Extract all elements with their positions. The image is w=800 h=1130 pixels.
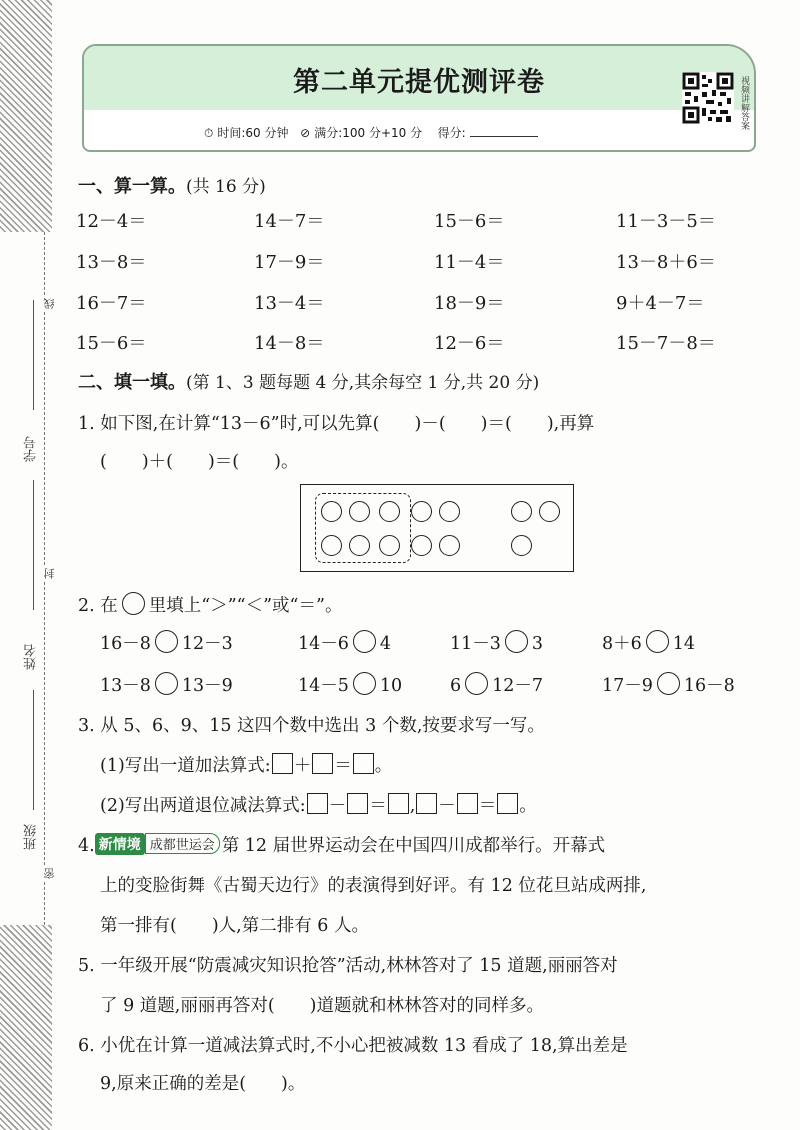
header-box: [82, 44, 756, 152]
question-3-2: (2)写出两道退位减法算式: － ＝ , － ＝ 。: [100, 792, 537, 817]
counter-dot: [411, 501, 432, 522]
question-4-text-1: 第 12 届世界运动会在中国四川成都举行。开幕式: [221, 836, 606, 856]
calc-item: 15－7－8＝: [616, 333, 716, 354]
calc-item: 14－8＝: [254, 333, 325, 354]
calc-item: 15－6＝: [76, 333, 147, 354]
compare-item: [450, 630, 543, 655]
question-6-line-1: 6. 小优在计算一道减法算式时,不小心把被减数 13 看成了 18,算出差是: [78, 1036, 628, 1056]
counter-dot: [321, 535, 342, 556]
binding-hatch-bottom: [0, 925, 52, 1130]
clock-icon: ⏱: [204, 126, 214, 140]
question-3-1: (1)写出一道加法算式: ＋ ＝ 。: [100, 752, 392, 777]
compare-answer-circle[interactable]: [646, 630, 669, 653]
answer-box[interactable]: [497, 793, 518, 814]
counter-dot: [321, 501, 342, 522]
qr-code-icon[interactable]: [682, 72, 734, 138]
calc-item: 15－6＝: [434, 211, 505, 232]
counter-dot: [379, 535, 400, 556]
counter-dot: [349, 535, 370, 556]
compare-right: 3: [531, 634, 544, 654]
question-1-line-2: ( )＋( )＝( )。: [100, 452, 299, 472]
compare-right: 4: [379, 634, 392, 654]
new-context-badge: 新情境: [95, 833, 145, 855]
compare-item: [100, 630, 233, 655]
exam-time: 时间:60 分钟: [217, 126, 289, 140]
score-blank[interactable]: [470, 126, 538, 137]
counter-dot: [411, 535, 432, 556]
answer-box[interactable]: [307, 793, 328, 814]
calc-item: 11－4＝: [434, 252, 505, 273]
page-title: 第二单元提优测评卷: [293, 67, 545, 98]
compare-left: 6: [450, 676, 462, 696]
question-1-line-1: 1. 如下图,在计算“13－6”时,可以先算( )－( )＝( ),再算: [78, 414, 595, 434]
section-1-heading: 一、算一算。: [78, 176, 186, 197]
question-5-line-2: 了 9 道题,丽丽再答对( )道题就和林林答对的同样多。: [100, 996, 544, 1016]
calc-item: 13－4＝: [254, 293, 325, 314]
compare-right: 12－3: [181, 634, 233, 654]
question-3-text: 3. 从 5、6、9、15 这四个数中选出 3 个数,按要求写一写。: [78, 716, 545, 736]
answer-box[interactable]: [457, 793, 478, 814]
question-4-line-3: 第一排有( )人,第二排有 6 人。: [100, 916, 369, 936]
compare-right: 16－8: [683, 676, 735, 696]
class-field[interactable]: [33, 690, 34, 810]
compare-answer-circle[interactable]: [155, 672, 178, 695]
counter-dot: [439, 535, 460, 556]
calc-item: 9＋4－7＝: [616, 293, 705, 314]
calc-item: 13－8＋6＝: [616, 252, 716, 273]
context-tag: 成都世运会: [145, 833, 220, 854]
class-label: 班级: [24, 824, 39, 850]
calc-item: 13－8＝: [76, 252, 147, 273]
compare-item: [298, 630, 391, 655]
binding-mark-mi: 密: [43, 868, 56, 879]
compare-item: [298, 672, 402, 697]
compare-item: [602, 630, 695, 655]
binding-hatch-top: [0, 0, 52, 232]
calc-item: 17－9＝: [254, 252, 325, 273]
calc-item: 12－4＝: [76, 211, 147, 232]
section-1-note: (共 16 分): [186, 177, 266, 197]
score-label: 得分:: [437, 126, 466, 140]
name-field[interactable]: [33, 480, 34, 610]
answer-box[interactable]: [347, 793, 368, 814]
compare-answer-circle[interactable]: [353, 672, 376, 695]
answer-box[interactable]: [416, 793, 437, 814]
calc-item: 12－6＝: [434, 333, 505, 354]
compare-right: 12－7: [492, 676, 544, 696]
compare-left: 14－5: [298, 676, 349, 696]
counter-dots-figure: [300, 484, 574, 572]
answer-box[interactable]: [312, 753, 333, 774]
section-2-note: (第 1、3 题每题 4 分,其余每空 1 分,共 20 分): [186, 373, 540, 393]
binding-mark-xian: 线: [43, 298, 56, 309]
question-2-line: [78, 592, 342, 617]
counter-dot: [349, 501, 370, 522]
compare-item: [100, 672, 233, 697]
counter-dot: [539, 501, 560, 522]
counter-dot: [439, 501, 460, 522]
answer-box[interactable]: [272, 753, 293, 774]
compare-left: 11－3: [450, 634, 501, 654]
compare-answer-circle[interactable]: [465, 672, 488, 695]
exam-full-score: 满分:100 分+10 分: [314, 126, 423, 140]
calc-item: 18－9＝: [434, 293, 505, 314]
question-2-text-b: 里填上“＞”“＜”或“＝”。: [148, 596, 343, 616]
compare-item: [450, 672, 543, 697]
section-2-heading: 二、填一填。: [78, 372, 186, 393]
name-label: 姓名: [24, 644, 39, 670]
question-4-number: 4.: [78, 836, 95, 856]
student-id-field[interactable]: [33, 300, 34, 410]
calc-item: 11－3－5＝: [616, 211, 716, 232]
compare-answer-circle[interactable]: [657, 672, 680, 695]
check-circle-icon: ⊘: [300, 126, 311, 140]
answer-box[interactable]: [353, 753, 374, 774]
calc-item: 16－7＝: [76, 293, 147, 314]
question-4-line-2: 上的变脸街舞《古蜀天边行》的表演得到好评。有 12 位花旦站成两排,: [100, 876, 647, 896]
qr-caption: 视频讲解答案: [739, 76, 749, 130]
calc-item: 14－7＝: [254, 211, 325, 232]
question-4-line-1: [78, 832, 605, 857]
exam-meta: [204, 124, 542, 141]
compare-right: 13－9: [181, 676, 233, 696]
student-id-label: 学号: [24, 436, 39, 462]
question-6-line-2: 9,原来正确的差是( )。: [100, 1074, 306, 1094]
compare-left: 17－9: [602, 676, 653, 696]
compare-right: 14: [672, 634, 696, 654]
compare-circle-icon: [122, 592, 145, 615]
compare-left: 8＋6: [602, 634, 642, 654]
compare-left: 16－8: [100, 634, 151, 654]
counter-dot: [379, 501, 400, 522]
question-2-text-a: 2. 在: [78, 596, 118, 616]
question-3-2-text: (2)写出两道退位减法算式:: [100, 796, 306, 816]
counter-dot: [511, 501, 532, 522]
compare-answer-circle[interactable]: [155, 630, 178, 653]
binding-mark-feng: 封: [43, 568, 56, 579]
counter-dot: [511, 535, 532, 556]
section-1-title: [78, 172, 266, 198]
question-3-1-text: (1)写出一道加法算式:: [100, 756, 271, 776]
compare-answer-circle[interactable]: [505, 630, 528, 653]
compare-right: 10: [379, 676, 403, 696]
section-2-title: [78, 368, 539, 394]
compare-answer-circle[interactable]: [353, 630, 376, 653]
compare-item: [602, 672, 735, 697]
compare-left: 14－6: [298, 634, 349, 654]
compare-left: 13－8: [100, 676, 151, 696]
answer-box[interactable]: [388, 793, 409, 814]
question-5-line-1: 5. 一年级开展“防震减灾知识抢答”活动,林林答对了 15 道题,丽丽答对: [78, 956, 618, 976]
